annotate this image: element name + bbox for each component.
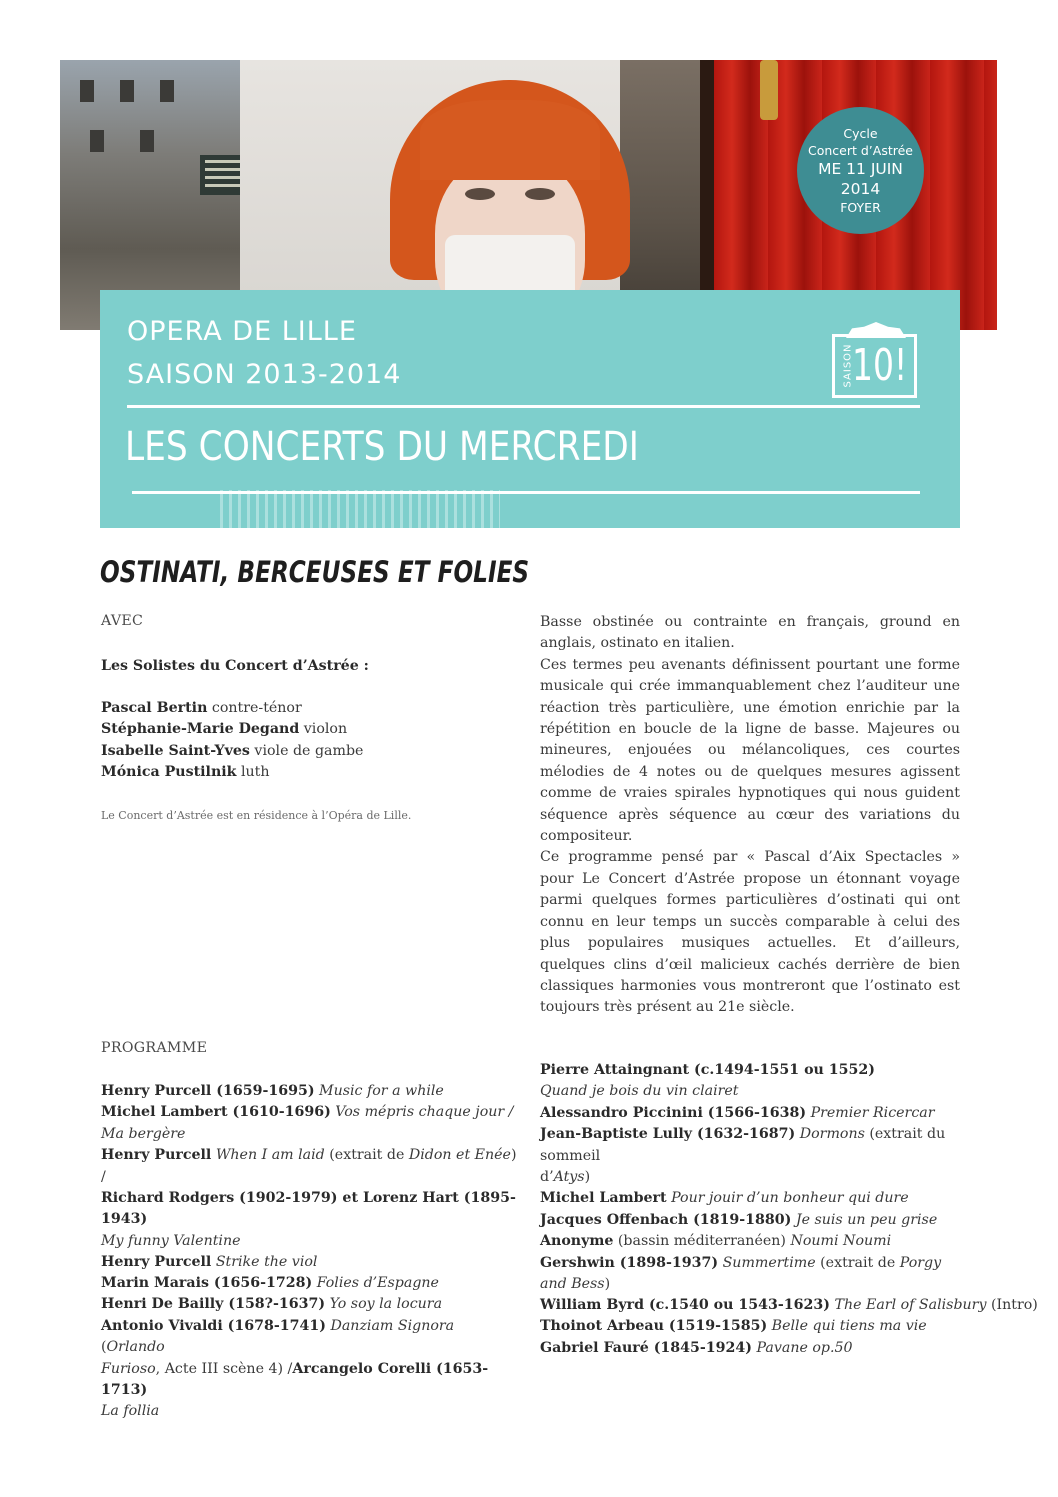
programme-item: d’Atys): [540, 1169, 591, 1186]
concert-title: OSTINATI, BERCEUSES ET FOLIES: [100, 555, 530, 589]
programme-item: Quand je bois du vin clairet: [540, 1083, 739, 1100]
programme-item: William Byrd (c.1540 ou 1543-1623) The Earl of Salisbury (Intro): [540, 1297, 1038, 1313]
performer: Pascal Bertin contre-ténor: [101, 700, 302, 716]
header-rule-top: [127, 405, 920, 408]
date-badge: [797, 107, 924, 234]
programme-item: Michel Lambert (1610-1696) Vos mépris chaque jour /: [101, 1104, 514, 1121]
saison-10-logo: [832, 322, 917, 398]
performer: Mónica Pustilnik luth: [101, 764, 270, 781]
programme-left-block-2: [101, 1273, 521, 1423]
programme-item: Jean-Baptiste Lully (1632-1687) Dormons (extrait du sommeil: [540, 1126, 946, 1164]
avec-label: AVEC: [101, 613, 144, 629]
programme-left-block-1: [101, 1081, 521, 1274]
description-paragraph: Ces termes peu avenants définissent pourtant une forme musicale qui crée immanquablement chez l’auditeur une réaction très particulière, une émotion enrichie par la répétition en boucle de la ligne de basse. Majeures ou mineures, enjouées ou mélancoliques, ces courtes mélodies de 4 notes ou de quelques mesures agissent comme de vraies spirales hypnotiques qui nous guident séquence après séquence au cœur des variations du compositeur.: [540, 656, 960, 845]
ensemble-name: Les Solistes du Concert d’Astrée :: [101, 658, 369, 674]
programme-item: Michel Lambert Pour jouir d’un bonheur qui dure: [540, 1190, 909, 1207]
programme-item: Henri De Bailly (158?-1637) Yo soy la locura: [101, 1296, 443, 1313]
performer-list: [101, 698, 521, 784]
badge-cycle-name: Concert d’Astrée: [808, 143, 913, 158]
programme-item: Henry Purcell (1659-1695) Music for a while: [101, 1083, 444, 1099]
series-title: LES CONCERTS DU MERCREDI: [125, 424, 639, 470]
performer: Stéphanie-Marie Degand violon: [101, 721, 348, 738]
programme-item: Richard Rodgers (1902-1979) et Lorenz Hart (1895-1943): [101, 1190, 516, 1228]
programme-item: La follia: [101, 1403, 160, 1420]
programme-item: Anonyme (bassin méditerranéen) Noumi Noumi: [540, 1233, 892, 1250]
programme-item: My funny Valentine: [101, 1232, 241, 1249]
programme-item: Henry Purcell When I am laid (extrait de Didon et Enée) /: [101, 1147, 517, 1185]
programme-item: Pierre Attaingnant (c.1494-1551 ou 1552): [540, 1062, 876, 1078]
programme-item: Ma bergère: [101, 1125, 186, 1142]
programme-item: Gershwin (1898-1937) Summertime (extrait de Porgy and Bess): [540, 1254, 942, 1293]
logo-word: SAISON: [842, 343, 854, 388]
performer: Isabelle Saint-Yves viole de gambe: [101, 742, 364, 759]
header-rule-bottom: [132, 491, 920, 494]
programme-item: Thoinot Arbeau (1519-1585) Belle qui tiens ma vie: [540, 1318, 927, 1335]
residence-note: Le Concert d’Astrée est en résidence à l’Opéra de Lille.: [101, 809, 412, 822]
description: [540, 612, 960, 1019]
badge-cycle: Cycle: [843, 126, 878, 141]
programme-item: Antonio Vivaldi (1678-1741) Danziam Signora (Orlando: [101, 1317, 455, 1356]
programme-item: Jacques Offenbach (1819-1880) Je suis un peu grise: [540, 1211, 938, 1228]
description-paragraph: Ce programme pensé par « Pascal d’Aix Spectacles » pour Le Concert d’Astrée propose un étonnant voyage parmi quelques formes particulières d’ostinati qui ont connu en leur temps un succès comparable à celui des plus populaires musiques actuelles. Et d’ailleurs, quelques clins d’œil malicieux cachés derrière de bien classiques harmonies vous montreront que l’ostinato est toujours très présent au 21e siècle.: [540, 849, 960, 1016]
programme-right-block-1: [540, 1060, 960, 1295]
logo-number: 10!: [852, 340, 908, 391]
programme-item: Furioso, Acte III scène 4) /Arcangelo Corelli (1653-1713): [101, 1360, 489, 1399]
programme-item: Gabriel Fauré (1845-1924) Pavane op.50: [540, 1339, 853, 1356]
badge-date: ME 11 JUIN 2014: [818, 160, 903, 198]
season-label: SAISON 2013-2014: [127, 359, 402, 390]
programme-item: Marin Marais (1656-1728) Folies d’Espagne: [101, 1275, 439, 1291]
programme-item: Alessandro Piccinini (1566-1638) Premier Ricercar: [540, 1104, 935, 1121]
programme-item: Henry Purcell Strike the viol: [101, 1254, 318, 1271]
programme-label: PROGRAMME: [101, 1040, 208, 1056]
programme-right-block-2: [540, 1295, 1038, 1359]
badge-venue: FOYER: [840, 200, 881, 215]
org-name: OPERA DE LILLE: [127, 316, 357, 347]
description-paragraph: Basse obstinée ou contrainte en français, ground en anglais, ostinato en italien.: [540, 614, 960, 652]
